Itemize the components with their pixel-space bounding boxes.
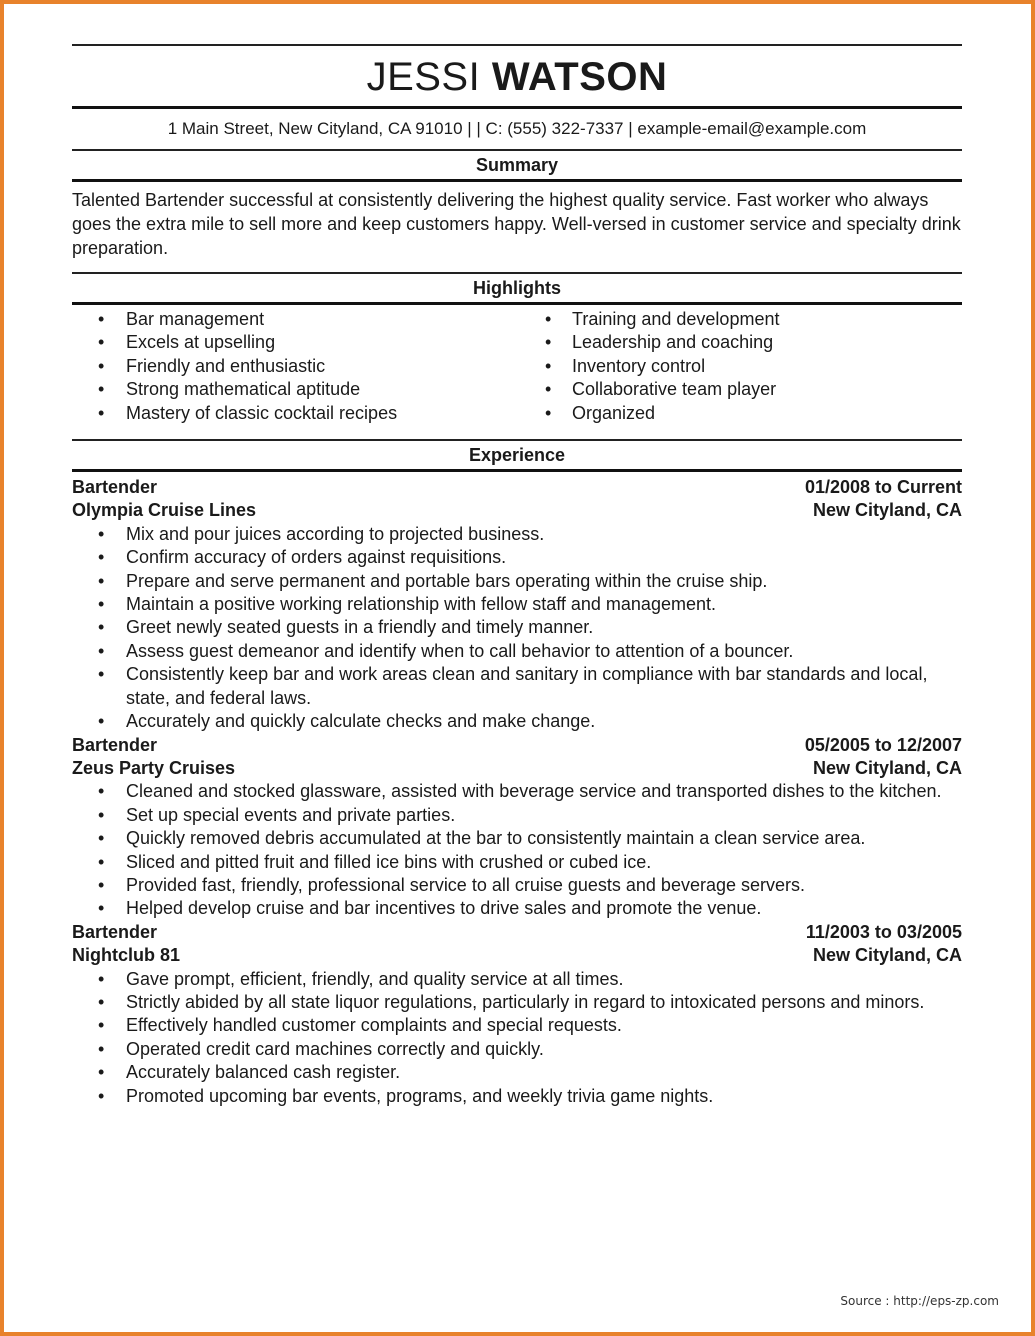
highlights-left-list <box>72 308 517 425</box>
list-item: • Training and development <box>517 308 962 331</box>
first-name: JESSI <box>366 55 481 99</box>
list-item: • Maintain a positive working relationship with fellow staff and management. <box>72 593 962 616</box>
highlights-left-column <box>72 308 517 425</box>
list-item: • Accurately balanced cash register. <box>72 1061 962 1084</box>
job-dates: 05/2005 to 12/2007 <box>804 734 962 755</box>
job-location: New Cityland, CA <box>812 500 962 521</box>
job-company-row <box>72 757 962 780</box>
job-title-row <box>72 921 962 944</box>
job-entry <box>72 476 962 733</box>
experience-heading: Experience <box>468 445 566 466</box>
job-dates: 01/2008 to Current <box>804 477 962 498</box>
summary-bottom-divider <box>72 179 962 182</box>
candidate-name <box>72 48 962 106</box>
highlights-right-list <box>517 308 962 425</box>
list-item: • Sliced and pitted fruit and filled ice bins with crushed or cubed ice. <box>72 851 962 874</box>
list-item: • Friendly and enthusiastic <box>72 355 517 378</box>
list-item: • Collaborative team player <box>517 378 962 401</box>
list-item: • Assess guest demeanor and identify when to call behavior to attention of a bouncer. <box>72 640 962 663</box>
list-item: • Greet newly seated guests in a friendly and timely manner. <box>72 616 962 639</box>
job-role: Bartender <box>72 477 158 498</box>
job-duties-list <box>72 968 962 1108</box>
job-role: Bartender <box>72 734 158 755</box>
list-item: • Set up special events and private parties. <box>72 804 962 827</box>
experience-bottom-divider <box>72 469 962 472</box>
list-item: • Mastery of classic cocktail recipes <box>72 402 517 425</box>
list-item: • Effectively handled customer complaints and special requests. <box>72 1014 962 1037</box>
list-item: • Accurately and quickly calculate checks and make change. <box>72 710 962 733</box>
list-item: • Confirm accuracy of orders against requisitions. <box>72 546 962 569</box>
job-title-row <box>72 734 962 757</box>
list-item: • Excels at upselling <box>72 331 517 354</box>
job-dates: 11/2003 to 03/2005 <box>805 921 962 942</box>
list-item: • Quickly removed debris accumulated at the bar to consistently maintain a clean service area. <box>72 827 962 850</box>
job-company-row <box>72 499 962 522</box>
list-item: • Provided fast, friendly, professional service to all cruise guests and beverage servers. <box>72 874 962 897</box>
list-item: • Leadership and coaching <box>517 331 962 354</box>
list-item: • Operated credit card machines correctly and quickly. <box>72 1038 962 1061</box>
list-item: • Organized <box>517 402 962 425</box>
experience-list <box>72 476 962 1108</box>
job-company-row <box>72 944 962 967</box>
list-item: • Bar management <box>72 308 517 331</box>
list-item: • Strong mathematical aptitude <box>72 378 517 401</box>
highlights-heading: Highlights <box>473 278 561 298</box>
list-item: • Helped develop cruise and bar incentives to drive sales and promote the venue. <box>72 897 962 920</box>
highlights-right-column <box>517 308 962 425</box>
resume-page <box>72 44 962 1108</box>
job-company: Olympia Cruise Lines <box>72 500 257 521</box>
job-location: New Cityland, CA <box>812 945 962 966</box>
job-entry <box>72 734 962 921</box>
highlights-bottom-divider <box>72 302 962 305</box>
list-item: • Consistently keep bar and work areas clean and sanitary in compliance with bar standards and local, state, and federal laws. <box>72 663 962 710</box>
list-item: • Prepare and serve permanent and portable bars operating within the cruise ship. <box>72 570 962 593</box>
summary-heading: Summary <box>475 155 559 175</box>
list-item: • Mix and pour juices according to projected business. <box>72 523 962 546</box>
list-item: • Cleaned and stocked glassware, assisted with beverage service and transported dishes to the kitchen. <box>72 780 962 803</box>
last-name: WATSON <box>491 55 668 99</box>
job-location: New Cityland, CA <box>812 757 962 778</box>
job-duties-list <box>72 780 962 920</box>
highlights-columns <box>72 308 962 425</box>
source-credit: Source : http://eps-zp.com <box>840 1294 999 1308</box>
job-role: Bartender <box>72 921 158 942</box>
job-duties-list <box>72 523 962 734</box>
job-company: Nightclub 81 <box>72 945 181 966</box>
top-divider <box>72 44 962 46</box>
job-title-row <box>72 476 962 499</box>
contact-line: 1 Main Street, New Cityland, CA 91010 | | C: (555) 322-7337 | example-email@example.com <box>167 119 867 138</box>
list-item: • Strictly abided by all state liquor regulations, particularly in regard to intoxicated persons and minors. <box>72 991 962 1014</box>
list-item: • Gave prompt, efficient, friendly, and quality service at all times. <box>72 968 962 991</box>
job-entry <box>72 921 962 1108</box>
list-item: • Inventory control <box>517 355 962 378</box>
summary-text: Talented Bartender successful at consistently delivering the highest quality service. Fast worker who always goes the extra mile to sell more and keep customers happy. Well-versed in customer service and specialty drink preparation. <box>72 190 961 258</box>
job-company: Zeus Party Cruises <box>72 757 236 778</box>
list-item: • Promoted upcoming bar events, programs, and weekly trivia game nights. <box>72 1085 962 1108</box>
